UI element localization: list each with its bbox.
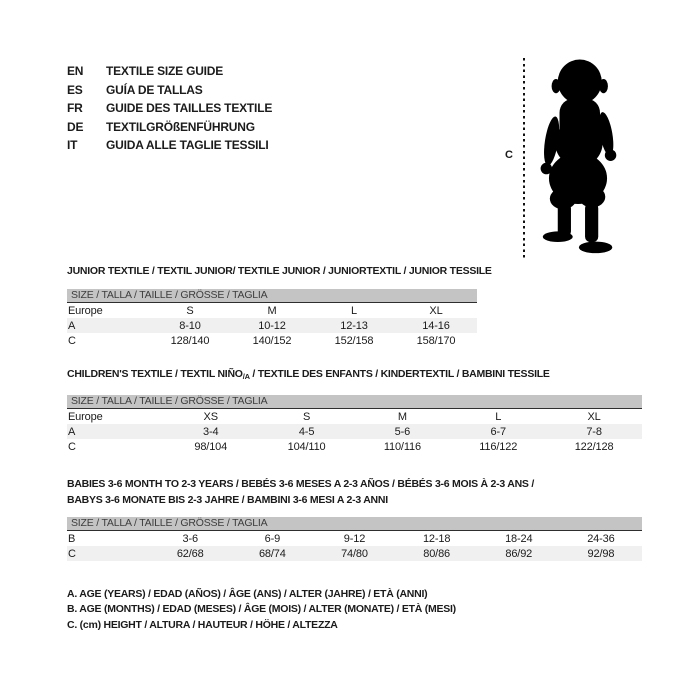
row-label: A <box>68 425 76 438</box>
language-label: TEXTILE SIZE GUIDE <box>106 64 224 78</box>
size-table-junior <box>67 303 477 348</box>
row-label: Europe <box>68 410 103 423</box>
size-cell: XS <box>203 410 218 423</box>
table-row <box>67 333 477 348</box>
language-code: ES <box>67 82 83 97</box>
size-cell: 74/80 <box>341 547 368 560</box>
size-cell: 24-36 <box>587 532 615 545</box>
table-row <box>67 439 642 454</box>
size-cell: 9-12 <box>343 532 366 545</box>
size-cell: 98/104 <box>194 440 228 453</box>
size-header-bar: SIZE / TALLA / TAILLE / GRÖSSE / TAGLIA <box>67 289 477 303</box>
language-row-fr <box>67 99 272 118</box>
size-cell: S <box>302 410 311 423</box>
section-title-line: BABYS 3-6 MONATE BIS 2-3 JAHRE / BAMBINI 3-6 MESI A 2-3 ANNI <box>67 494 388 506</box>
size-cell: 5-6 <box>394 425 411 438</box>
row-label: C <box>68 334 76 347</box>
size-cell: 3-4 <box>203 425 219 438</box>
section-title-subscript: /A <box>242 372 250 381</box>
language-row-en <box>67 62 272 81</box>
language-label: GUIDA ALLE TAGLIE TESSILI <box>106 138 269 153</box>
language-code: FR <box>67 101 83 116</box>
size-cell: 62/68 <box>176 547 204 560</box>
language-code: IT <box>67 138 78 153</box>
size-cell: 14-16 <box>422 319 450 332</box>
legend-line-b: B. AGE (MONTHS) / EDAD (MESES) / ÂGE (MOIS) / ALTER (MONATE) / ETÀ (MESI) <box>67 603 456 616</box>
size-cell: 10-12 <box>258 319 286 332</box>
measure-legend <box>67 587 456 633</box>
section-babies-textile <box>67 476 642 561</box>
size-cell: 104/110 <box>287 440 326 453</box>
language-label: GUIDE DES TAILLES TEXTILE <box>106 101 273 116</box>
size-cell: 152/158 <box>334 334 374 347</box>
size-cell: M <box>397 410 407 423</box>
size-cell: 158/170 <box>416 334 456 347</box>
size-cell: L <box>351 304 357 317</box>
language-row-it <box>67 136 272 155</box>
size-cell: 80/86 <box>423 547 451 560</box>
size-cell: 3-6 <box>182 532 198 545</box>
baby-silhouette-icon <box>534 56 622 258</box>
size-cell: 110/116 <box>383 440 421 453</box>
section-title-text: CHILDREN'S TEXTILE / TEXTIL NIÑO <box>67 368 243 380</box>
height-measure-figure <box>500 54 696 266</box>
table-row <box>67 531 642 546</box>
row-label: B <box>68 532 76 545</box>
size-cell: 122/128 <box>574 440 614 453</box>
size-cell: XL <box>587 410 601 423</box>
size-cell: S <box>186 304 194 317</box>
table-row <box>67 546 642 561</box>
size-cell: 86/92 <box>505 547 533 560</box>
row-label: C <box>68 440 76 453</box>
size-table-children <box>67 409 642 454</box>
size-cell: 12-13 <box>340 319 368 332</box>
section-title-text: / TEXTILE DES ENFANTS / KINDERTEXTIL / BAMBINI TESSILE <box>249 368 550 380</box>
size-cell: 68/74 <box>258 547 286 560</box>
section-title <box>67 265 492 277</box>
section-junior-textile <box>67 265 492 348</box>
section-title <box>67 476 642 508</box>
size-cell: XL <box>429 304 443 317</box>
table-row <box>67 409 642 424</box>
section-title-text: JUNIOR TEXTILE / TEXTIL JUNIOR/ TEXTILE JUNIOR / JUNIORTEXTIL / JUNIOR TESSILE <box>67 265 492 277</box>
size-cell: 6-9 <box>264 532 281 545</box>
row-label: Europe <box>68 304 103 317</box>
size-cell: 4-5 <box>298 425 315 438</box>
size-cell: 116/122 <box>479 440 518 453</box>
size-cell: 18-24 <box>505 532 533 545</box>
row-label: A <box>68 319 76 332</box>
size-cell: 140/152 <box>252 334 292 347</box>
section-title <box>67 368 642 381</box>
size-cell: 92/98 <box>587 547 615 560</box>
size-table-babies <box>67 531 642 561</box>
size-cell: 8-10 <box>179 319 201 332</box>
legend-line-a: A. AGE (YEARS) / EDAD (AÑOS) / ÂGE (ANS) / ALTER (JAHRE) / ETÀ (ANNI) <box>67 588 428 600</box>
measure-c-label: C <box>505 149 513 161</box>
language-label: GUÍA DE TALLAS <box>106 82 203 97</box>
size-cell: 128/140 <box>170 334 210 347</box>
size-cell: L <box>495 410 502 423</box>
language-row-de <box>67 118 272 137</box>
language-row-es <box>67 81 272 100</box>
language-label: TEXTILGRÖßENFÜHRUNG <box>106 119 255 134</box>
size-header-bar: SIZE / TALLA / TAILLE / GRÖSSE / TAGLIA <box>67 517 642 531</box>
legend-line-c: C. (cm) HEIGHT / ALTURA / HAUTEUR / HÖHE / ALTEZZA <box>67 618 338 631</box>
language-list <box>67 62 272 155</box>
size-cell: 12-18 <box>422 532 451 545</box>
size-header-bar: SIZE / TALLA / TAILLE / GRÖSSE / TAGLIA <box>67 395 642 409</box>
language-code: EN <box>67 64 84 78</box>
table-row <box>67 303 477 318</box>
dashed-measure-line <box>523 58 525 258</box>
size-cell: M <box>267 304 277 317</box>
size-cell: 6-7 <box>490 425 506 438</box>
section-title-line: BABIES 3-6 MONTH TO 2-3 YEARS / BEBÉS 3-6 MESES A 2-3 AÑOS / BÉBÉS 3-6 MOIS À 2-3 ANS / <box>67 478 535 490</box>
size-cell: 7-8 <box>586 425 602 438</box>
language-code: DE <box>67 119 84 134</box>
table-row <box>67 424 642 439</box>
row-label: C <box>68 547 76 560</box>
table-row <box>67 318 477 333</box>
section-children-textile <box>67 368 642 454</box>
